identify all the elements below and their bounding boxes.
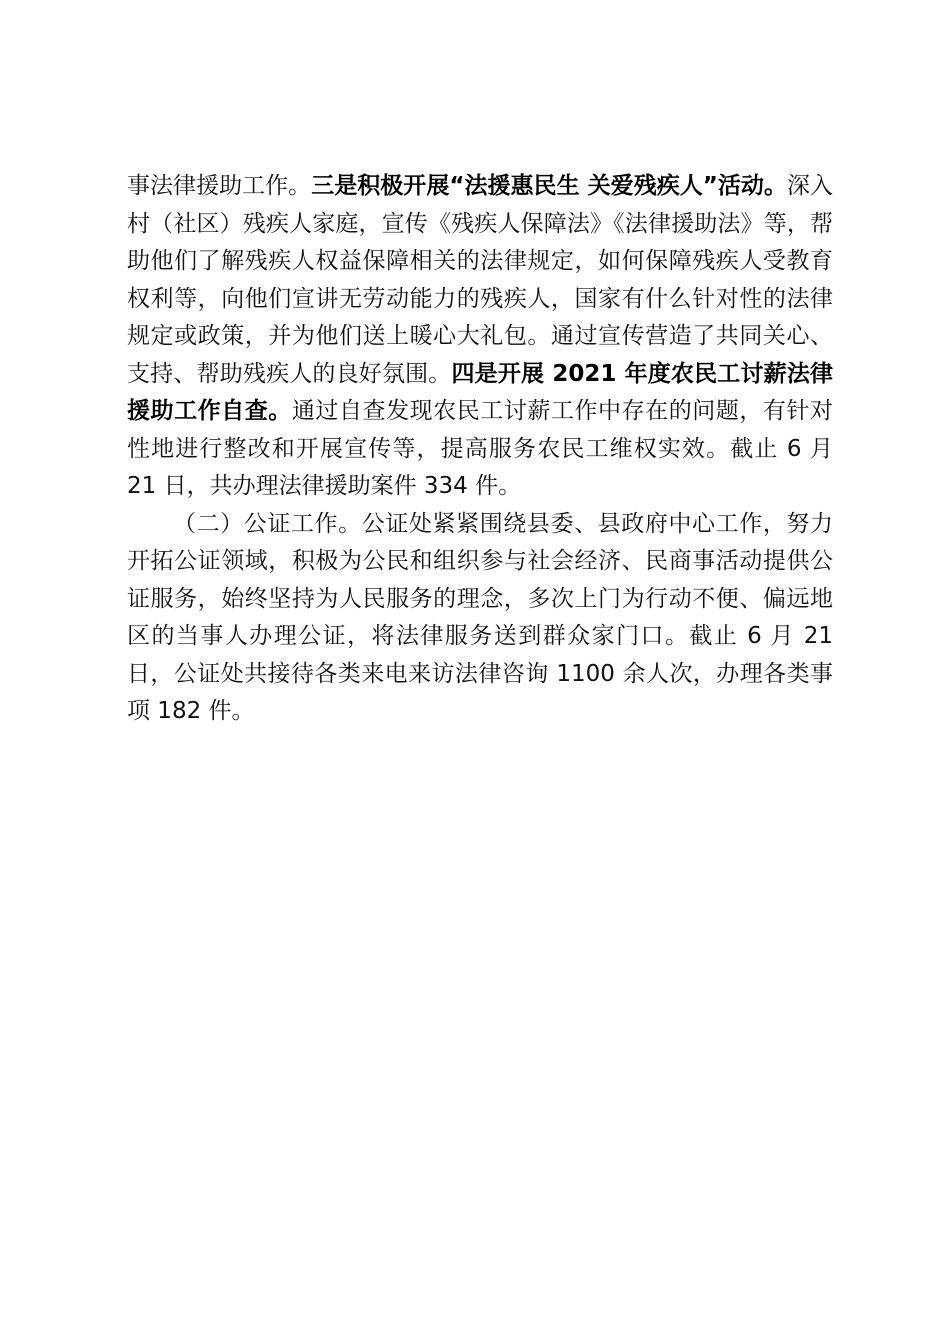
paragraph-notary bbox=[127, 506, 833, 731]
bold-heading-segment: 四是开展 2021 年度农民工讨薪法律援助工作自查。 bbox=[127, 360, 833, 424]
paragraph-legal-aid bbox=[127, 168, 833, 506]
text-segment: （二）公证工作。公证处紧紧围绕县委、县政府中心工作，努力开拓公证领域，积极为公民和组织参与社会经济、民商事活动提供公证服务，始终坚持为人民服务的理念，多次上门为行动不便、偏远地区的当事人办理公证，将法律服务送到群众家门口。截止 6 月 21 日，公证处共接待各类来电来访法律咨询 1100 余人次，办理各类事项 182 件。 bbox=[127, 510, 833, 724]
text-segment: 通过自查发现农民工讨薪工作中存在的问题，有针对性地进行整改和开展宣传等，提高服务农民工维权实效。截止 6 月 21 日，共办理法律援助案件 334 件。 bbox=[127, 398, 834, 499]
bold-heading-segment: 三是积极开展“法援惠民生 关爱残疾人”活动。 bbox=[311, 173, 787, 199]
text-segment: 深入村（社区）残疾人家庭，宣传《残疾人保障法》《法律援助法》等，帮助他们了解残疾人权益保障相关的法律规定，如何保障残疾人受教育权利等，向他们宣讲无劳动能力的残疾人，国家有什么针对性的法律规定或政策，并为他们送上暖心大礼包。通过宣传营造了共同关心、支持、帮助残疾人的良好氛围。 bbox=[127, 173, 834, 387]
text-segment: 事法律援助工作。 bbox=[127, 173, 312, 199]
document-body bbox=[127, 168, 833, 731]
